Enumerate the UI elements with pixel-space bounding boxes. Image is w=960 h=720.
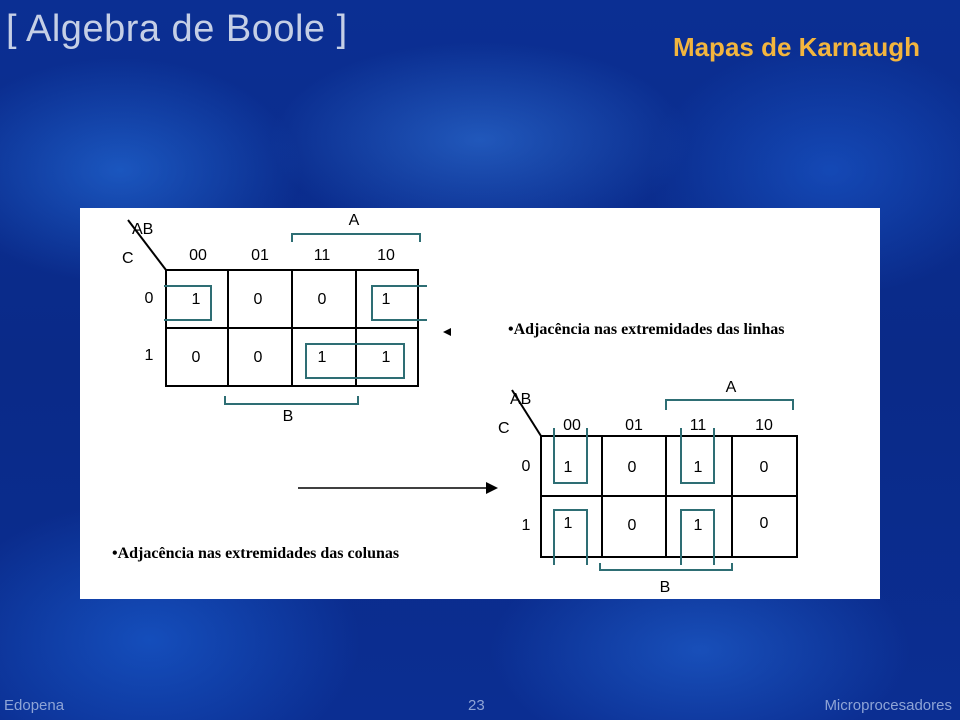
kmap-cell: 0: [253, 349, 263, 366]
arrowhead-icon: [443, 328, 451, 336]
karnaugh-map-cols: [498, 379, 797, 596]
col-header: 00: [563, 417, 581, 434]
var-b-label: B: [659, 579, 671, 596]
var-a-bracket: [292, 234, 420, 242]
row-header: 1: [521, 517, 531, 534]
caption-col-adjacency: •Adjacência nas extremidades das colunas: [112, 545, 400, 562]
kmap-cell: 1: [191, 291, 201, 308]
kmap-cell: 1: [693, 517, 703, 534]
row-header: 0: [521, 458, 531, 475]
slide-title: [ Algebra de Boole ]: [6, 8, 348, 50]
footer-author: Edopena: [4, 697, 65, 714]
var-a-label: A: [348, 212, 360, 229]
footer-page-number: 23: [468, 697, 485, 714]
kmap-cell: 0: [627, 517, 637, 534]
var-b-bracket: [600, 563, 732, 570]
var-b-bracket: [225, 396, 358, 404]
kmap-cell: 0: [759, 459, 769, 476]
col-header: 01: [625, 417, 643, 434]
arrow-right-icon: [486, 482, 498, 494]
col-header: 10: [755, 417, 773, 434]
corner-label-ab: AB: [132, 221, 154, 238]
kmap-cell: 1: [563, 515, 573, 532]
col-header: 00: [189, 247, 207, 264]
kmap-cell: 0: [759, 515, 769, 532]
kmap-cell: 0: [627, 459, 637, 476]
col-header: 01: [251, 247, 269, 264]
kmap-cell: 1: [693, 459, 703, 476]
row-header: 0: [144, 290, 154, 307]
kmap-cell: 1: [381, 291, 391, 308]
kmap-cell: 0: [191, 349, 201, 366]
var-b-label: B: [282, 408, 294, 425]
kmap-cell: 0: [317, 291, 327, 308]
kmap-cell: 0: [253, 291, 263, 308]
kmap-cell: 1: [563, 459, 573, 476]
corner-label-ab: AB: [510, 391, 532, 408]
var-a-label: A: [725, 379, 737, 396]
karnaugh-figure: [80, 208, 880, 599]
var-a-bracket: [666, 400, 793, 410]
slide-subtitle: Mapas de Karnaugh: [672, 32, 920, 62]
col-header: 10: [377, 247, 395, 264]
caption-row-adjacency: •Adjacência nas extremidades das linhas: [508, 321, 785, 338]
footer-course: Microprocesadores: [824, 697, 952, 714]
kmap-cell: 1: [317, 349, 327, 366]
col-header: 11: [313, 247, 331, 264]
group-outline-left-edge: [164, 286, 211, 320]
karnaugh-map-rows: [122, 212, 784, 425]
corner-label-c: C: [122, 250, 134, 267]
corner-label-c: C: [498, 420, 510, 437]
row-header: 1: [144, 347, 154, 364]
karnaugh-diagram: [80, 208, 880, 599]
col-header: 11: [689, 417, 707, 434]
kmap-cell: 1: [381, 349, 391, 366]
